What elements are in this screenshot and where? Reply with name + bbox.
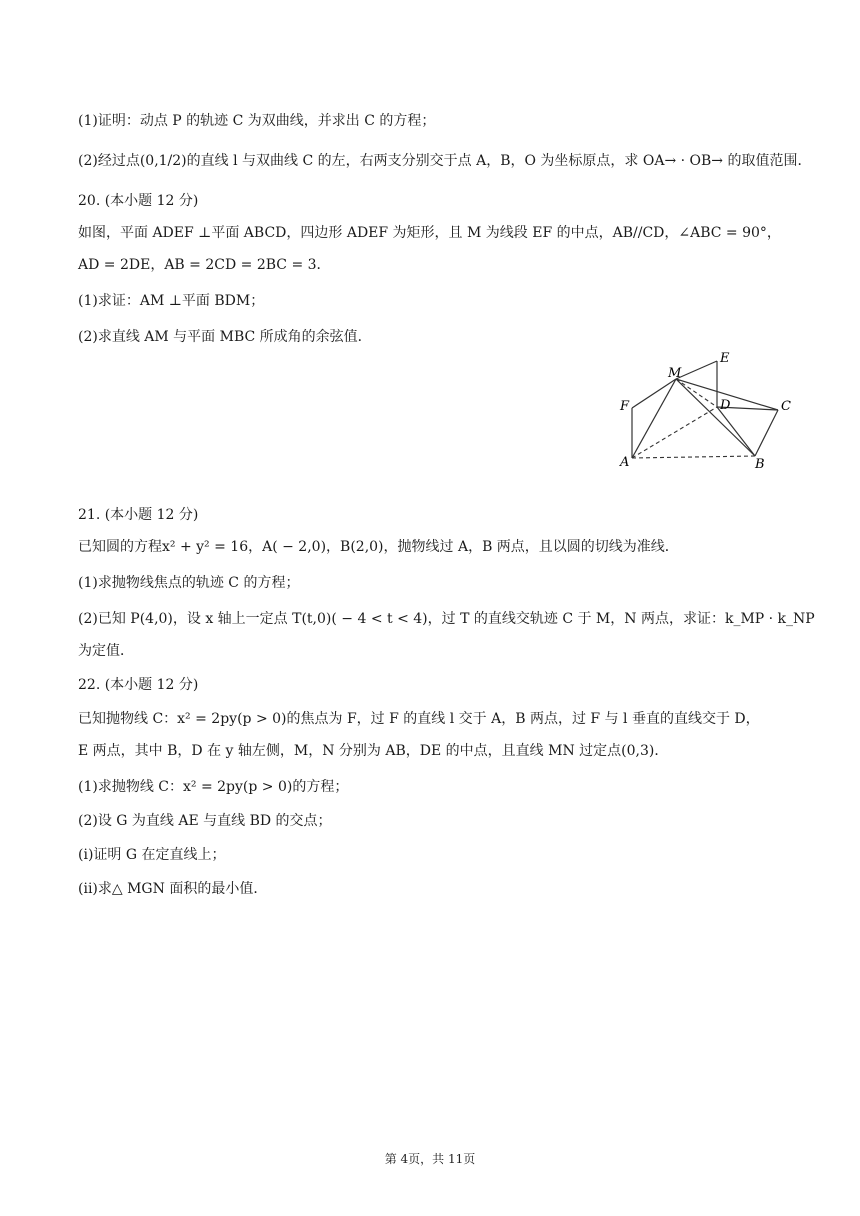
q21-part2-line2: 为定值． bbox=[78, 643, 134, 659]
q19-part1: (1)证明：动点 P 的轨迹 C 为双曲线，并求出 C 的方程； bbox=[78, 113, 436, 129]
q22-part1: (1)求抛物线 C：x² = 2py(p > 0)的方程； bbox=[78, 779, 349, 795]
edge-BD bbox=[717, 407, 755, 456]
geometry-figure bbox=[610, 346, 810, 476]
q22-stem-line1: 已知抛物线 C：x² = 2py(p > 0)的焦点为 F，过 F 的直线 l 交于 A，B 两点，过 F 与 l 垂直的直线交于 D， bbox=[78, 711, 760, 727]
edge-AM bbox=[632, 379, 676, 458]
q22-part2-ii: (ii)求△ MGN 面积的最小值． bbox=[78, 881, 268, 897]
label-C: C bbox=[781, 399, 791, 414]
label-M: M bbox=[668, 366, 682, 381]
edge-AB-dashed bbox=[632, 456, 755, 458]
q22-part2-i: (i)证明 G 在定直线上； bbox=[78, 847, 226, 863]
edge-ME bbox=[676, 361, 717, 379]
q20-part1: (1)求证：AM ⊥平面 BDM； bbox=[78, 293, 265, 309]
q21-part2-line1: (2)已知 P(4,0)，设 x 轴上一定点 T(t,0)( − 4 < t < 4)，过 T 的直线交轨迹 C 于 M，N 两点，求证：k_MP · k_NP bbox=[78, 611, 815, 627]
q19-part2: (2)经过点(0,1/2)的直线 l 与双曲线 C 的左，右两支分别交于点 A，B，O 为坐标原点，求 OA→ · OB→ 的取值范围． bbox=[78, 153, 812, 169]
q20-stem-line1: 如图，平面 ADEF ⊥平面 ABCD，四边形 ADEF 为矩形，且 M 为线段 EF 的中点，AB//CD，∠ABC = 90°， bbox=[78, 225, 781, 241]
q22-stem-line2: E 两点，其中 B，D 在 y 轴左侧，M，N 分别为 AB，DE 的中点，且直线 MN 过定点(0,3)． bbox=[78, 743, 669, 759]
q20-stem-line2: AD = 2DE，AB = 2CD = 2BC = 3． bbox=[78, 257, 331, 273]
label-F: F bbox=[620, 399, 630, 414]
label-D: D bbox=[720, 398, 731, 413]
label-E: E bbox=[720, 351, 730, 366]
label-A: A bbox=[620, 455, 630, 470]
q21-part1: (1)求抛物线焦点的轨迹 C 的方程； bbox=[78, 575, 300, 591]
q20-part2: (2)求直线 AM 与平面 MBC 所成角的余弦值． bbox=[78, 329, 372, 345]
q22-heading: 22. (本小题 12 分) bbox=[78, 677, 199, 693]
edge-BC bbox=[755, 410, 778, 456]
q21-stem: 已知圆的方程x² + y² = 16，A( − 2,0)，B(2,0)，抛物线过 A，B 两点，且以圆的切线为准线． bbox=[78, 539, 679, 555]
page-footer: 第 4页，共 11页 bbox=[384, 1152, 476, 1166]
edge-AD-dashed bbox=[632, 407, 717, 458]
edge-FM bbox=[632, 379, 676, 408]
label-B: B bbox=[755, 457, 765, 472]
q20-heading: 20. (本小题 12 分) bbox=[78, 193, 199, 209]
edge-MD-dashed bbox=[676, 379, 717, 407]
q22-part2: (2)设 G 为直线 AE 与直线 BD 的交点； bbox=[78, 813, 332, 829]
q21-heading: 21. (本小题 12 分) bbox=[78, 507, 199, 523]
